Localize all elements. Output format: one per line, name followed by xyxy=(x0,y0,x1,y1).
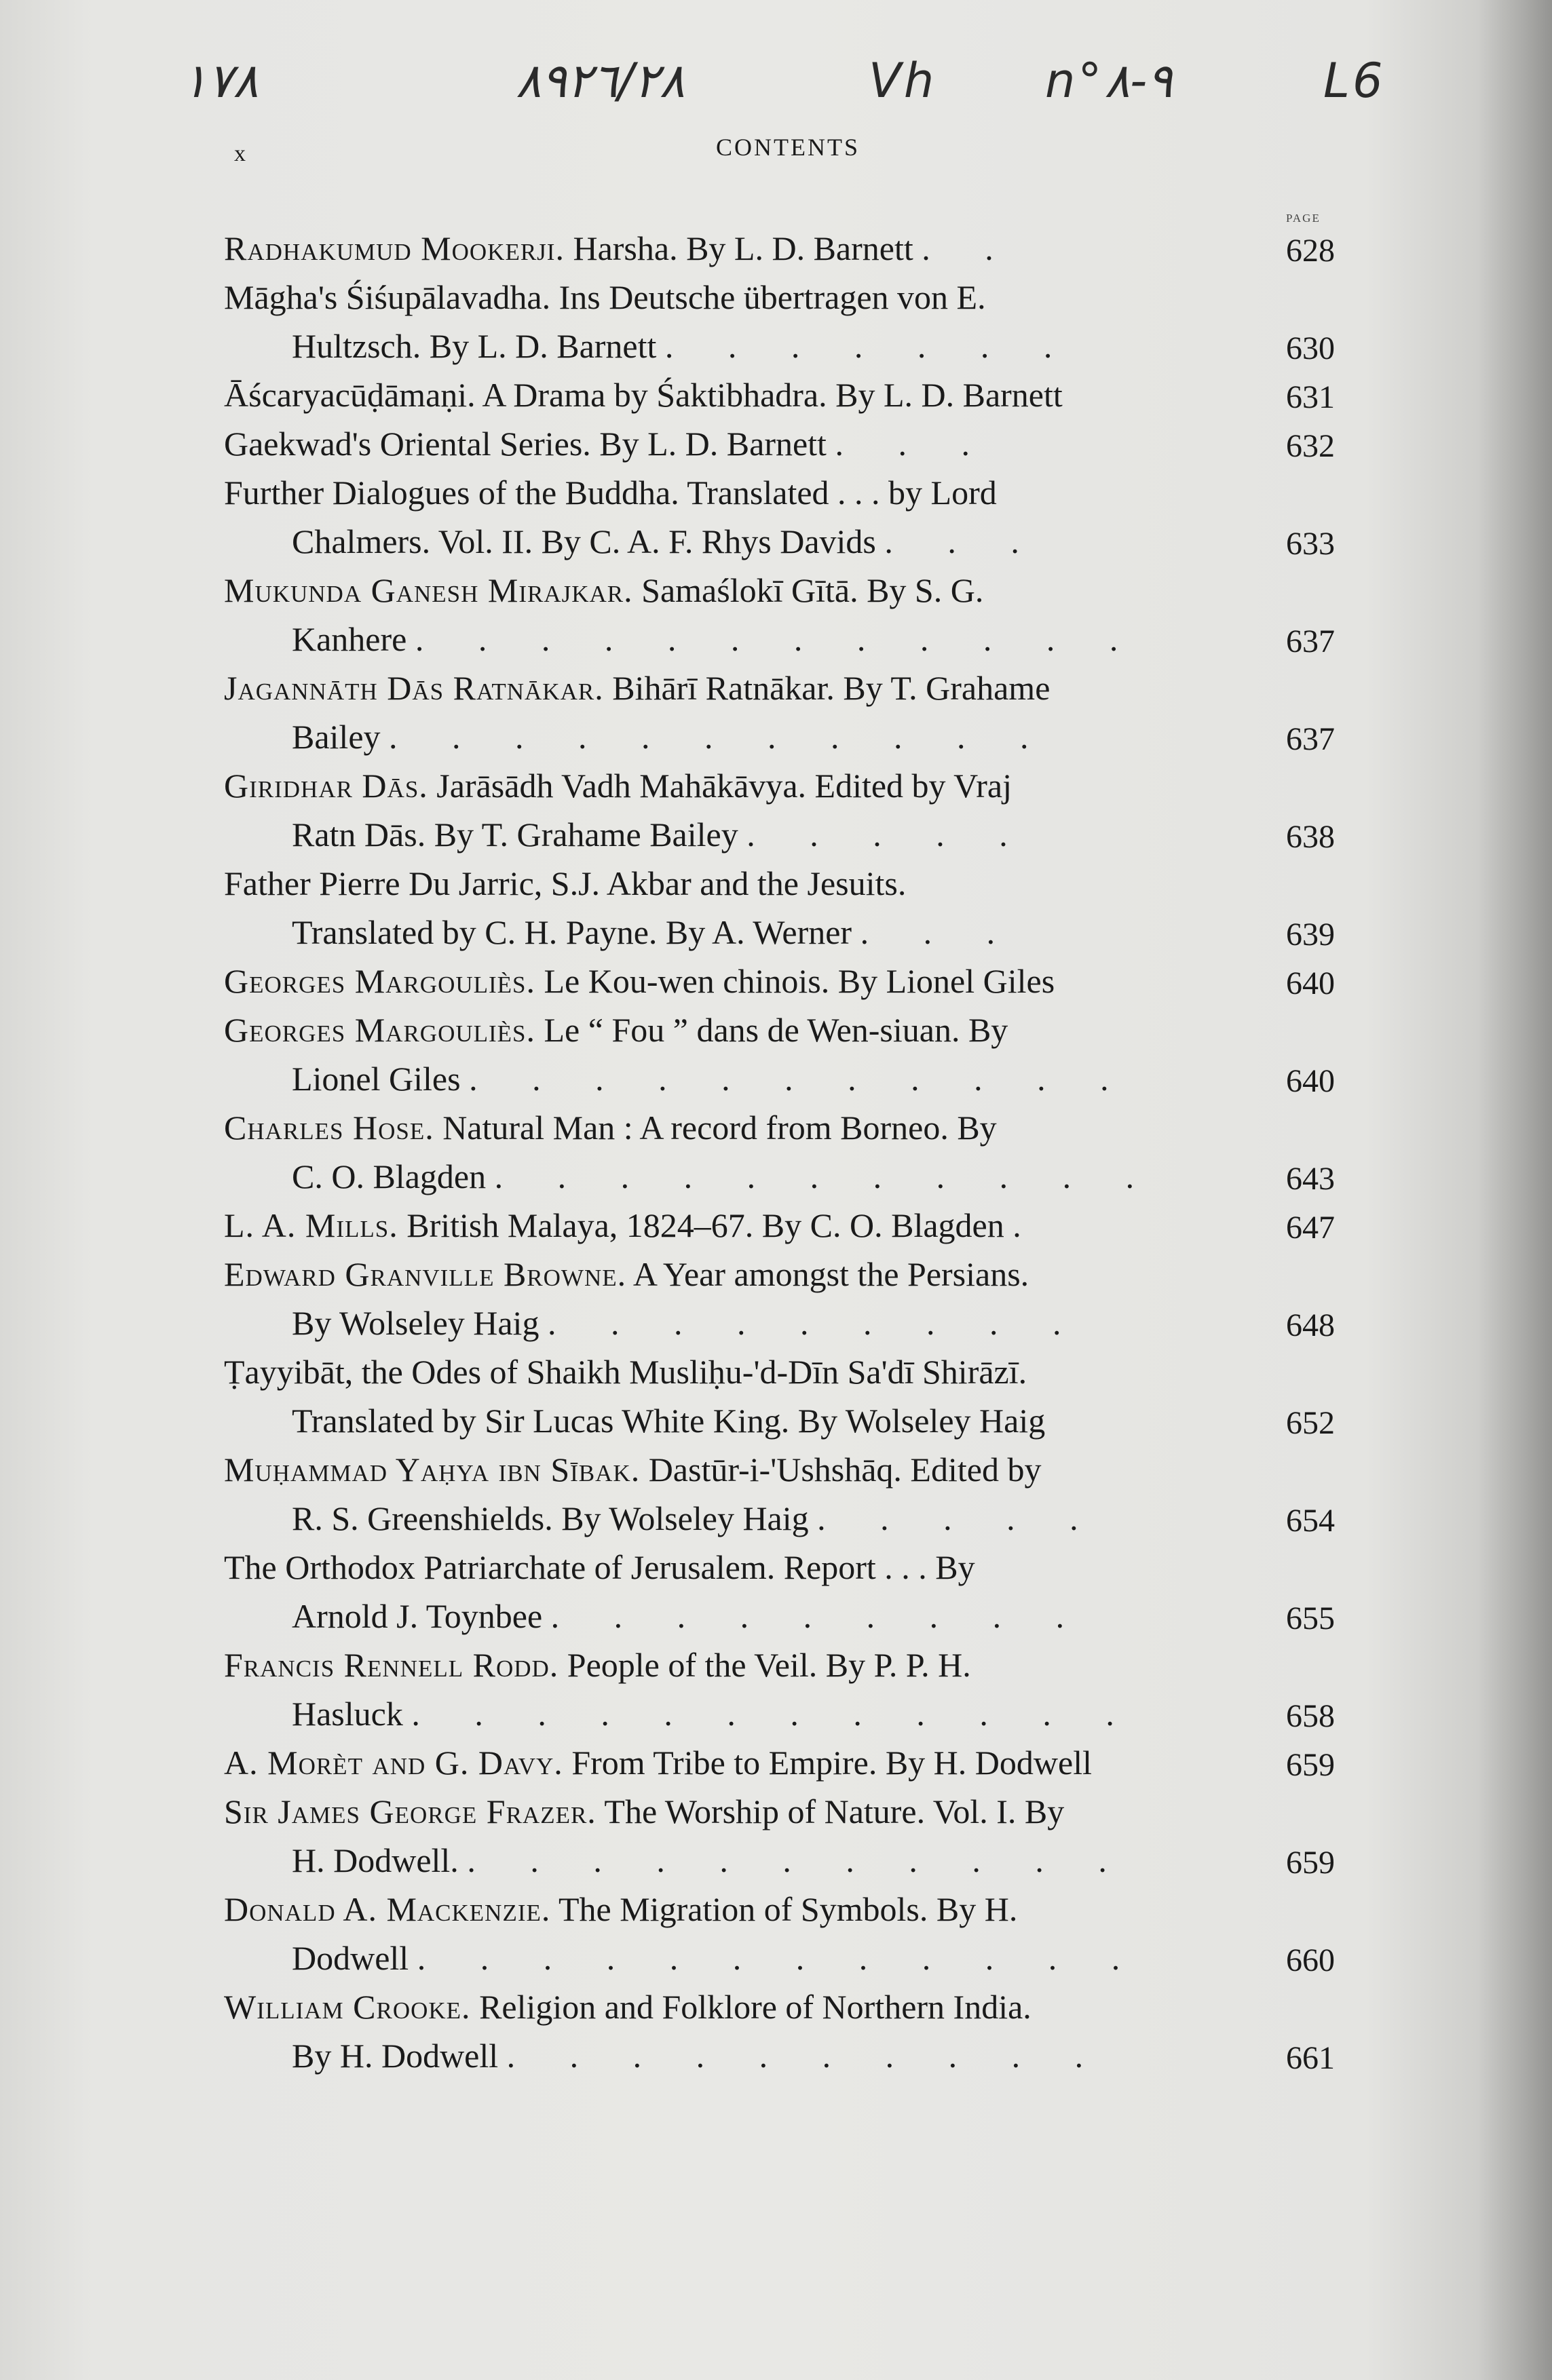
toc-page-number: 640 xyxy=(1286,1063,1335,1099)
toc-entry-title: Chalmers. Vol. II. By C. A. F. Rhys Davids xyxy=(292,522,876,560)
toc-entry-author: Edward Granville Browne. xyxy=(224,1255,627,1293)
toc-entry-continuation-line xyxy=(292,1939,1143,1977)
dot-leader: . . . . . . . . . . . xyxy=(389,718,1052,756)
toc-entry-title: Le “ Fou ” dans de Wen-siuan. By xyxy=(544,1011,1008,1049)
toc-entry-title: People of the Veil. By P. P. H. xyxy=(567,1646,971,1684)
toc-entry-title: British Malaya, 1824–67. By C. O. Blagden xyxy=(406,1206,1004,1244)
handwritten-note-5: L6 xyxy=(1323,53,1386,109)
toc-entry-first-line xyxy=(224,1792,1064,1830)
toc-page-number: 628 xyxy=(1286,233,1335,269)
toc-entry-title: Bailey xyxy=(292,718,381,756)
toc-page-number: 643 xyxy=(1286,1161,1335,1197)
toc-page-number: 658 xyxy=(1286,1698,1335,1734)
toc-entry-title: Natural Man : A record from Borneo. By xyxy=(442,1109,997,1147)
toc-entry-first-line xyxy=(224,425,993,463)
toc-entry-first-line xyxy=(224,229,1017,267)
dot-leader: . . . . . . . . . . . . xyxy=(417,1939,1143,1977)
toc-entry-author: Giridhar Dās. xyxy=(224,767,428,805)
toc-page-number: 637 xyxy=(1286,721,1335,757)
toc-page-number: 655 xyxy=(1286,1600,1335,1636)
toc-entry-title: The Orthodox Patriarchate of Jerusalem. Report . . . By xyxy=(224,1548,975,1586)
dot-leader: . . . . . . . . . . . xyxy=(467,1841,1130,1879)
toc-page-number: 638 xyxy=(1286,819,1335,855)
toc-entry-first-line xyxy=(224,1744,1092,1782)
handwritten-note-1: ۱۷۸ xyxy=(182,53,259,109)
dot-leader: . . . . . . . . . . xyxy=(506,2037,1107,2075)
toc-page-number: 654 xyxy=(1286,1503,1335,1539)
toc-entry-continuation-line xyxy=(292,1304,1084,1342)
dot-leader: . . . . . . . . . . . xyxy=(469,1060,1132,1098)
toc-entry-first-line xyxy=(224,864,906,902)
toc-entry-author: William Crooke. xyxy=(224,1988,471,2026)
toc-entry-title: By H. Dodwell xyxy=(292,2037,499,2075)
toc-entry-title: Lionel Giles xyxy=(292,1060,461,1098)
handwritten-note-2: ۸۹۲٦/۲۸ xyxy=(516,53,685,109)
toc-entry-title: Hasluck xyxy=(292,1695,403,1733)
toc-page-number: 659 xyxy=(1286,1747,1335,1783)
toc-entry-author: A. Morèt and G. Davy. xyxy=(224,1744,563,1782)
toc-entry-first-line xyxy=(224,1353,1027,1391)
toc-entry-title: Āścaryacūḍāmaṇi. A Drama by Śaktibhadra. By L. D. Barnett xyxy=(224,376,1063,414)
toc-entry-continuation-line xyxy=(292,1841,1130,1879)
toc-entry-title: Hultzsch. By L. D. Barnett xyxy=(292,327,657,365)
dot-leader: . . xyxy=(922,229,1017,267)
toc-entry-continuation-line xyxy=(292,1060,1132,1098)
toc-entry-author: Georges Margouliès. xyxy=(224,962,536,1000)
toc-entry-first-line xyxy=(224,1206,1044,1244)
toc-entry-title: By Wolseley Haig xyxy=(292,1304,540,1342)
toc-entry-title: Ṭayyibāt, the Odes of Shaikh Musliḥu-'d-Dīn Sa'dī Shirāzī. xyxy=(224,1353,1027,1391)
toc-entry-title: Translated by C. H. Payne. By A. Werner xyxy=(292,913,852,951)
toc-entry-title: The Worship of Nature. Vol. I. By xyxy=(604,1792,1065,1830)
toc-entry-title: Dastūr-i-'Ushshāq. Edited by xyxy=(648,1451,1042,1489)
toc-entry-first-line xyxy=(224,1109,997,1147)
toc-page-number: 630 xyxy=(1286,330,1335,366)
toc-entry-author: Charles Hose. xyxy=(224,1109,434,1147)
toc-entry-continuation-line xyxy=(292,620,1141,658)
toc-entry-title: Bihārī Ratnākar. By T. Grahame xyxy=(612,669,1051,707)
toc-entry-title: Ratn Dās. By T. Grahame Bailey xyxy=(292,815,738,853)
toc-entry-author: L. A. Mills. xyxy=(224,1206,398,1244)
toc-entry-author: Donald A. Mackenzie. xyxy=(224,1890,551,1928)
toc-entry-continuation-line xyxy=(292,2037,1106,2075)
dot-leader: . xyxy=(1012,1206,1044,1244)
toc-entry-author: Georges Margouliès. xyxy=(224,1011,536,1049)
toc-page-number: 647 xyxy=(1286,1210,1335,1246)
toc-entry-title: Arnold J. Toynbee xyxy=(292,1597,543,1635)
toc-entry-first-line xyxy=(224,376,1063,414)
dot-leader: . . . . . . . . . xyxy=(547,1304,1084,1342)
toc-entry-first-line xyxy=(224,571,983,609)
dot-leader: . . . . . . . . . . . . xyxy=(411,1695,1137,1733)
toc-page-number: 659 xyxy=(1286,1845,1335,1881)
toc-page-number: 648 xyxy=(1286,1307,1335,1343)
toc-entry-first-line xyxy=(224,1646,971,1684)
toc-entry-title: C. O. Blagden xyxy=(292,1157,487,1195)
toc-entry-continuation-line xyxy=(292,1157,1157,1195)
toc-entry-first-line xyxy=(224,474,997,512)
toc-entry-title: Further Dialogues of the Buddha. Translated . . . by Lord xyxy=(224,474,997,512)
toc-entry-first-line xyxy=(224,1011,1008,1049)
toc-entry-first-line xyxy=(224,1255,1029,1293)
toc-page-number: 661 xyxy=(1286,2040,1335,2076)
toc-entry-title: R. S. Greenshields. By Wolseley Haig xyxy=(292,1499,809,1537)
toc-entry-title: Religion and Folklore of Northern India. xyxy=(479,1988,1031,2026)
toc-page-number: 632 xyxy=(1286,428,1335,464)
toc-entry-title: Māgha's Śiśupālavadha. Ins Deutsche übertragen von E. xyxy=(224,278,986,316)
toc-entry-continuation-line xyxy=(292,1695,1137,1733)
toc-entry-title: A Year amongst the Persians. xyxy=(632,1255,1029,1293)
dot-leader: . . . . . . . . . xyxy=(550,1597,1088,1635)
dot-leader: . . . . . xyxy=(817,1499,1101,1537)
toc-page-number: 652 xyxy=(1286,1405,1335,1441)
toc-page-number: 660 xyxy=(1286,1942,1335,1978)
toc-entry-first-line xyxy=(224,669,1050,707)
toc-entry-continuation-line xyxy=(292,522,1042,560)
toc-entry-continuation-line xyxy=(292,718,1052,756)
dot-leader: . . . xyxy=(884,522,1042,560)
toc-entry-author: Muḥammad Yaḥya ibn Sībak. xyxy=(224,1451,641,1489)
toc-entry-author: Jagannāth Dās Ratnākar. xyxy=(224,669,604,707)
toc-entry-title: Samaślokī Gītā. By S. G. xyxy=(641,571,984,609)
toc-page-number: 633 xyxy=(1286,526,1335,562)
dot-leader: . . . . . xyxy=(746,815,1031,853)
page-column-label: PAGE xyxy=(1286,212,1321,225)
toc-entry-title: From Tribe to Empire. By H. Dodwell xyxy=(571,1744,1092,1782)
toc-page-number: 637 xyxy=(1286,623,1335,659)
toc-entry-title: Harsha. By L. D. Barnett xyxy=(573,229,913,267)
toc-page-number: 639 xyxy=(1286,917,1335,953)
toc-page-number: 640 xyxy=(1286,965,1335,1001)
toc-entry-title: Jarāsādh Vadh Mahākāvya. Edited by Vraj xyxy=(436,767,1012,805)
toc-entry-first-line xyxy=(224,1988,1031,2026)
dot-leader: . . . . . . . xyxy=(664,327,1076,365)
dot-leader: . . . xyxy=(835,425,993,463)
toc-entry-author: Sir James George Frazer. xyxy=(224,1792,597,1830)
toc-entry-first-line xyxy=(224,767,1012,805)
dot-leader: . . . xyxy=(860,913,1019,951)
dot-leader: . . . . . . . . . . . . xyxy=(415,620,1141,658)
toc-entry-author: Radhakumud Mookerji. xyxy=(224,229,565,267)
toc-entry-first-line xyxy=(224,1890,1017,1928)
toc-entry-author: Francis Rennell Rodd. xyxy=(224,1646,559,1684)
toc-entry-continuation-line xyxy=(292,1499,1101,1537)
toc-entry-continuation-line xyxy=(292,1402,1045,1440)
handwritten-note-4: n°۸-۹ xyxy=(1045,53,1173,109)
folio-number: x xyxy=(234,141,246,166)
toc-entry-first-line xyxy=(224,962,1055,1000)
toc-entry-title: Translated by Sir Lucas White King. By Wolseley Haig xyxy=(292,1402,1046,1440)
toc-entry-title: Kanhere xyxy=(292,620,407,658)
toc-entry-continuation-line xyxy=(292,327,1075,365)
toc-entry-first-line xyxy=(224,278,986,316)
toc-entry-first-line xyxy=(224,1451,1041,1489)
toc-entry-title: Dodwell xyxy=(292,1939,409,1977)
toc-entry-continuation-line xyxy=(292,913,1018,951)
toc-page-number: 631 xyxy=(1286,379,1335,415)
handwritten-note-3: Vh xyxy=(869,53,937,109)
running-head-title: CONTENTS xyxy=(716,134,860,161)
toc-entry-title: The Migration of Symbols. By H. xyxy=(558,1890,1018,1928)
toc-entry-title: Gaekwad's Oriental Series. By L. D. Barnett xyxy=(224,425,827,463)
dot-leader: . . . . . . . . . . . xyxy=(494,1157,1158,1195)
toc-entry-title: Father Pierre Du Jarric, S.J. Akbar and the Jesuits. xyxy=(224,864,907,902)
toc-entry-title: H. Dodwell. xyxy=(292,1841,459,1879)
toc-entry-first-line xyxy=(224,1548,975,1586)
toc-entry-continuation-line xyxy=(292,1597,1087,1635)
toc-entry-continuation-line xyxy=(292,815,1031,853)
spine-shadow xyxy=(1477,0,1552,2380)
toc-entry-title: Le Kou-wen chinois. By Lionel Giles xyxy=(544,962,1055,1000)
toc-entry-author: Mukunda Ganesh Mirajkar. xyxy=(224,571,633,609)
